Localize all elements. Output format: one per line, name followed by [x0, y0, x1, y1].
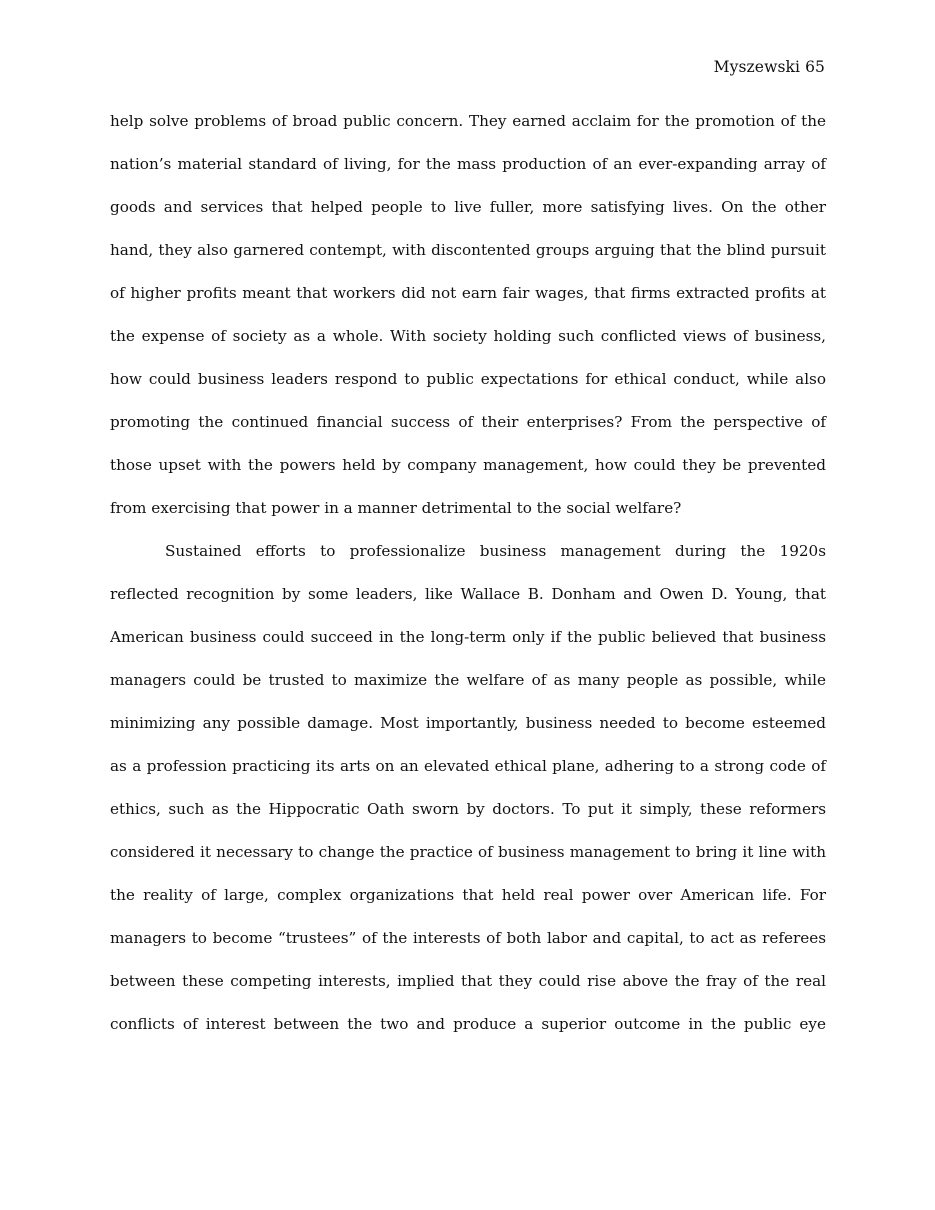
text-line: those upset with the powers held by company management, how could they be prevented: [110, 456, 826, 474]
text-line: nation’s material standard of living, for the mass production of an ever-expanding array of: [110, 155, 826, 173]
text-line: hand, they also garnered contempt, with discontented groups arguing that the blind pursuit: [110, 241, 826, 259]
text-line: minimizing any possible damage. Most importantly, business needed to become esteemed: [110, 714, 826, 732]
text-line: ethics, such as the Hippocratic Oath sworn by doctors. To put it simply, these reformers: [110, 800, 826, 818]
running-head: Myszewski 65: [713, 58, 825, 76]
text-line: from exercising that power in a manner detrimental to the social welfare?: [110, 499, 682, 517]
text-line: how could business leaders respond to public expectations for ethical conduct, while also: [110, 370, 826, 388]
text-line: managers could be trusted to maximize the welfare of as many people as possible, while: [110, 671, 826, 689]
text-line: considered it necessary to change the practice of business management to bring it line with: [110, 843, 826, 861]
text-line: of higher profits meant that workers did not earn fair wages, that firms extracted profits at: [110, 284, 826, 302]
text-line: managers to become “trustees” of the interests of both labor and capital, to act as referees: [110, 929, 826, 947]
paragraph-1: [110, 110, 826, 540]
text-line: help solve problems of broad public concern. They earned acclaim for the promotion of the: [110, 112, 826, 130]
text-line: as a profession practicing its arts on an elevated ethical plane, adhering to a strong code of: [110, 757, 826, 775]
text-line: American business could succeed in the long-term only if the public believed that business: [110, 628, 826, 646]
text-line: goods and services that helped people to live fuller, more satisfying lives. On the other: [110, 198, 826, 216]
text-line: the reality of large, complex organizations that held real power over American life. For: [110, 886, 826, 904]
text-line: between these competing interests, implied that they could rise above the fray of the real: [110, 972, 826, 990]
paragraph-2: [110, 540, 826, 1056]
text-line: promoting the continued financial success of their enterprises? From the perspective of: [110, 413, 826, 431]
text-line: conflicts of interest between the two and produce a superior outcome in the public eye: [110, 1015, 826, 1033]
body-text: [110, 110, 826, 1056]
text-line: reflected recognition by some leaders, like Wallace B. Donham and Owen D. Young, that: [110, 585, 826, 603]
text-line: the expense of society as a whole. With society holding such conflicted views of business,: [110, 327, 826, 345]
text-line: Sustained efforts to professionalize business management during the 1920s: [165, 542, 826, 560]
